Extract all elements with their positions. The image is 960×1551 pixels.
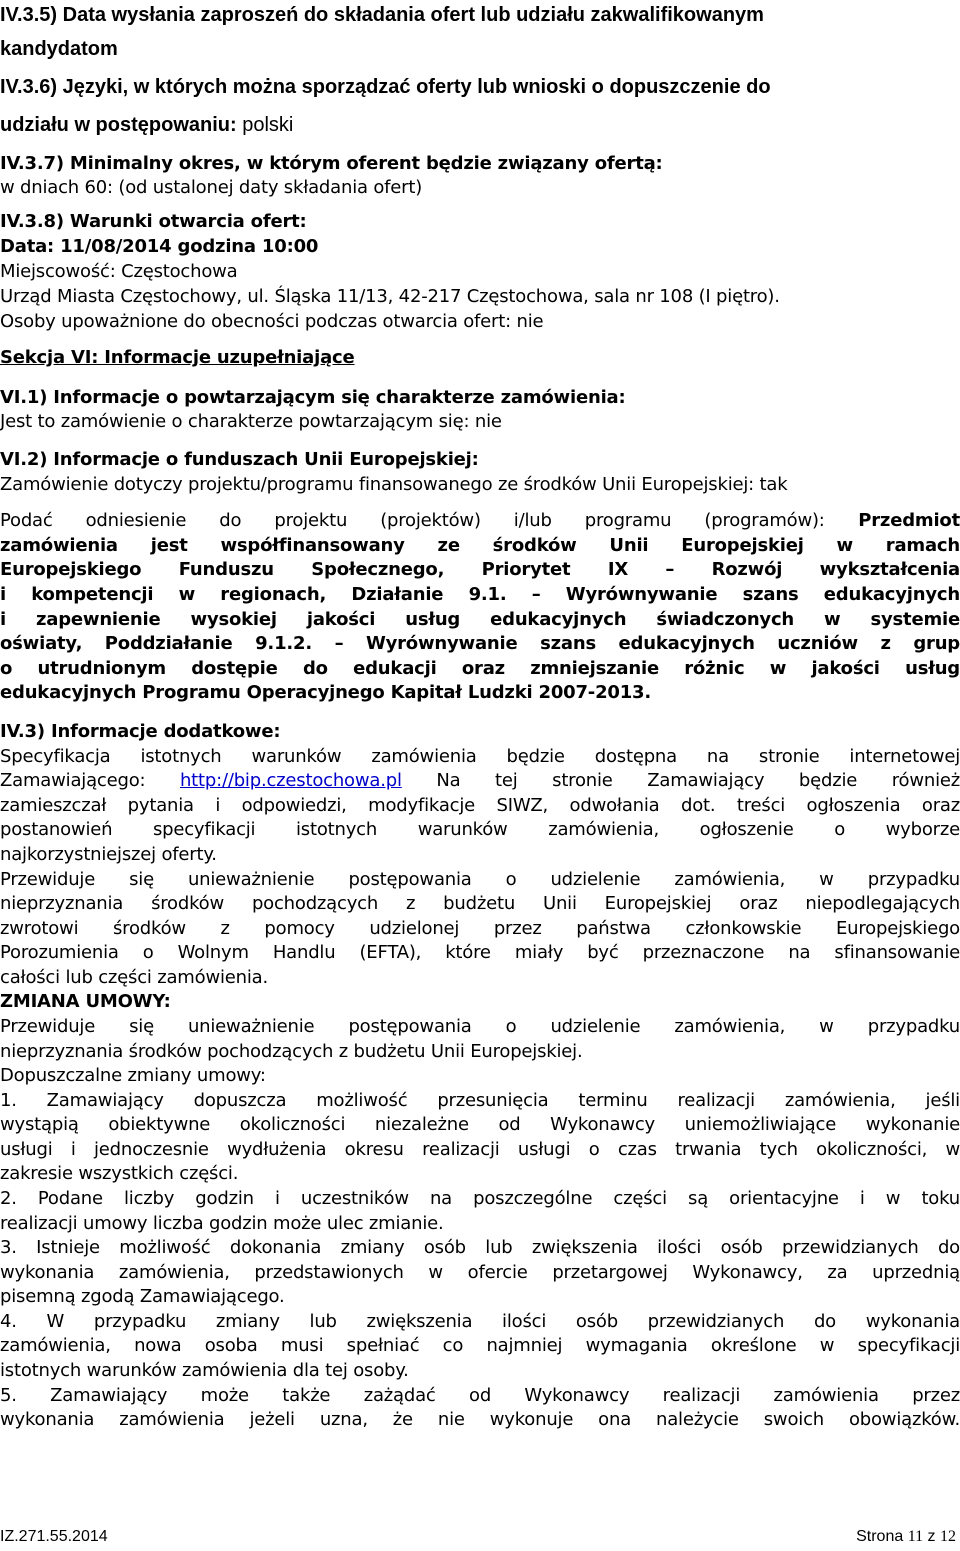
change-item-3-line-3: pisemną zgodą Zamawiającego. — [0, 1286, 285, 1307]
opening-place: Miejscowość: Częstochowa — [0, 261, 238, 282]
heading-vi-2: VI.2) Informacje o funduszach Unii Europejskiej: — [0, 449, 479, 470]
change-item-3-line-1: 3. Istnieje możliwość dokonania zmiany osób lub zwiększenia ilości osób przewidzianych do — [0, 1237, 960, 1258]
change-item-2-line-2: realizacji umowy liczba godzin może ulec zmianie. — [0, 1213, 444, 1234]
heading-iv-3: IV.3) Informacje dodatkowe: — [0, 721, 281, 742]
change-item-5-line-2: wykonania zamówienia jeżeli uzna, że nie wykonuje ona należycie swoich obowiązków. — [0, 1409, 960, 1430]
project-reference-line-3: Europejskiego Funduszu Społecznego, Priorytet IX – Rozwój wykształcenia — [0, 559, 960, 580]
opening-date: Data: 11/08/2014 godzina 10:00 — [0, 236, 319, 257]
additional-info-line-5: najkorzystniejszej oferty. — [0, 844, 217, 865]
additional-info-line-1: Specyfikacja istotnych warunków zamówienia będzie dostępna na stronie internetowej — [0, 746, 960, 767]
change-item-1-line-3: usługi i jednoczesnie wydłużenia okresu realizacji usługi o czas trwania tych okoliczności, w — [0, 1139, 960, 1160]
additional-info-prefix: Zamawiającego: — [0, 770, 180, 791]
cancellation-line-5: całości lub części zamówienia. — [0, 967, 269, 988]
change-item-4-line-1: 4. W przypadku zmiany lub zwiększenia ilości osób przewidzianych do wykonania — [0, 1311, 960, 1332]
contract-change-line-2: nieprzyznania środków pochodzących z budżetu Unii Europejskiej. — [0, 1041, 583, 1062]
allowed-changes-label: Dopuszczalne zmiany umowy: — [0, 1065, 266, 1086]
project-reference-line-1 — [0, 509, 960, 533]
additional-info-suffix: Na tej stronie Zamawiający będzie również — [401, 770, 960, 791]
contract-change-heading: ZMIANA UMOWY: — [0, 991, 171, 1012]
project-reference-line-2: zamówienia jest współfinansowany ze środków Unii Europejskiej w ramach — [0, 535, 960, 556]
page-current: 11 — [907, 1528, 924, 1545]
vi-1-value: Jest to zamówienie o charakterze powtarzającym się: nie — [0, 411, 502, 432]
project-reference-line-7: o utrudnionym dostępie do edukacji oraz zmniejszanie różnic w jakości usług — [0, 658, 960, 679]
cancellation-line-3: zwrotowi środków z pomocy udzielonej przez państwa członkowskie Europejskiego — [0, 918, 960, 939]
binding-period: w dniach 60: (od ustalonej daty składania ofert) — [0, 177, 423, 198]
footer-page-number — [856, 1527, 956, 1547]
opening-address: Urząd Miasta Częstochowy, ul. Śląska 11/13, 42-217 Częstochowa, sala nr 108 (I piętro). — [0, 286, 780, 307]
heading-iv-3-6-cont — [0, 113, 960, 137]
heading-vi-1: VI.1) Informacje o powtarzającym się charakterze zamówienia: — [0, 387, 626, 408]
change-item-1-line-2: wystąpią obiektywne okoliczności niezależne od Wykonawcy uniemożliwiające wykonanie — [0, 1114, 960, 1135]
change-item-5-line-1: 5. Zamawiający może także zażądać od Wykonawcy realizacji zamówienia przez — [0, 1385, 960, 1406]
vi-2-value: Zamówienie dotyczy projektu/programu finansowanego ze środków Unii Europejskiej: tak — [0, 474, 788, 495]
project-reference-line-6: oświaty, Poddziałanie 9.1.2. – Wyrównywanie szans edukacyjnych uczniów z grup — [0, 633, 960, 654]
heading-iv-3-5-cont: kandydatom — [0, 38, 118, 60]
page-word: Strona — [856, 1528, 908, 1545]
opening-persons: Osoby upoważnione do obecności podczas otwarcia ofert: nie — [0, 311, 544, 332]
additional-info-line-4: postanowień specyfikacji istotnych warunków zamówienia, ogłoszenie o wyborze — [0, 819, 960, 840]
project-reference-start: Przedmiot — [824, 510, 960, 531]
cancellation-line-4: Porozumienia o Wolnym Handlu (EFTA), które miały być przeznaczone na sfinansowanie — [0, 942, 960, 963]
languages-label: udziału w postępowaniu: — [0, 114, 237, 136]
project-reference-label: Podać odniesienie do projektu (projektów) i/lub programu (programów): — [0, 510, 825, 531]
heading-iv-3-6: IV.3.6) Języki, w których można sporządzać oferty lub wnioski o dopuszczenie do — [0, 76, 771, 98]
change-item-1-line-4: zakresie wszystkich części. — [0, 1163, 239, 1184]
change-item-4-line-2: zamówienia, nowa osoba musi spełniać co najmniej wymagania określone w specyfikacji — [0, 1335, 960, 1356]
project-reference-line-4: i kompetencji w regionach, Działanie 9.1. – Wyrównywanie szans edukacyjnych — [0, 584, 960, 605]
change-item-4-line-3: istotnych warunków zamówienia dla tej osoby. — [0, 1360, 409, 1381]
project-reference-line-8: edukacyjnych Programu Operacyjnego Kapitał Ludzki 2007-2013. — [0, 682, 652, 703]
section-vi-title: Sekcja VI: Informacje uzupełniające — [0, 347, 355, 368]
project-reference-line-5: i zapewnienie wysokiej jakości usług edukacyjnych świadczonych w systemie — [0, 609, 960, 630]
cancellation-line-2: nieprzyznania środków pochodzących z budżetu Unii Europejskiej oraz niepodlegających — [0, 893, 960, 914]
heading-iv-3-7: IV.3.7) Minimalny okres, w którym oferent będzie związany ofertą: — [0, 153, 663, 174]
heading-iv-3-5: IV.3.5) Data wysłania zaproszeń do składania ofert lub udziału zakwalifikowanym — [0, 4, 764, 26]
languages-value: polski — [236, 114, 294, 136]
cancellation-line-1: Przewiduje się unieważnienie postępowania o udzielenie zamówienia, w przypadku — [0, 869, 960, 890]
additional-info-line-3: zamieszczał pytania i odpowiedzi, modyfikacje SIWZ, odwołania dot. treści ogłoszenia oraz — [0, 795, 960, 816]
change-item-2-line-1: 2. Podane liczby godzin i uczestników na poszczególne części są orientacyjne i w toku — [0, 1188, 960, 1209]
heading-iv-3-8: IV.3.8) Warunki otwarcia ofert: — [0, 211, 307, 232]
footer-reference: IZ.271.55.2014 — [0, 1528, 108, 1545]
contract-change-line-1: Przewiduje się unieważnienie postępowania o udzielenie zamówienia, w przypadku — [0, 1016, 960, 1037]
change-item-1-line-1: 1. Zamawiający dopuszcza możliwość przesunięcia terminu realizacji zamówienia, jeśli — [0, 1090, 960, 1111]
page-separator: z — [923, 1528, 940, 1545]
bip-link[interactable]: http://bip.czestochowa.pl — [179, 770, 402, 791]
page-total: 12 — [940, 1528, 956, 1545]
additional-info-line-2 — [0, 769, 960, 793]
change-item-3-line-2: wykonania zamówienia, przedstawionych w ofercie przetargowej Wykonawcy, za uprzednią — [0, 1262, 960, 1283]
